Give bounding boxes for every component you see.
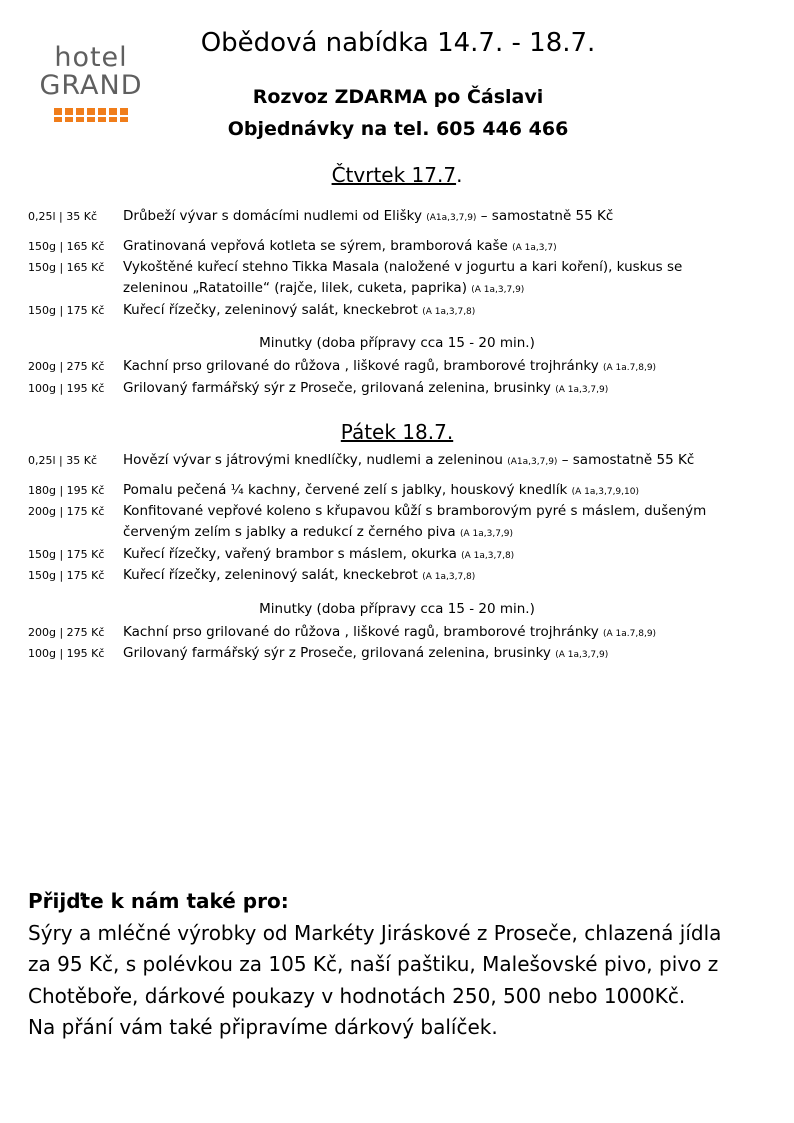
page-title: Obědová nabídka 14.7. - 18.7. [200,28,596,58]
logo-dots-icon [36,108,146,115]
promo-line: za 95 Kč, s polévkou za 105 Kč, naší paštiku, Malešovské pivo, pivo z [28,952,719,976]
promo-section [28,886,768,1044]
item-text: Kuřecí řízečky, zeleninový salát, kneckebrot (A 1a,3,7,8) [123,567,476,583]
item-price: 150g | 175 Kč [28,569,105,582]
item-price: 150g | 175 Kč [28,304,105,317]
item-text: Kuřecí řízečky, vařený brambor s máslem, okurka (A 1a,3,7,8) [123,546,515,562]
minutky-heading: Minutky (doba přípravy cca 15 - 20 min.) [259,335,535,351]
item-price: 100g | 195 Kč [28,382,105,395]
item-price: 200g | 175 Kč [28,505,105,518]
item-price: 180g | 195 Kč [28,484,105,497]
day-heading-friday-label: Pátek 18.7. [340,420,454,444]
day-heading-friday [0,420,794,444]
item-text: Pomalu pečená ¼ kachny, červené zelí s jablky, houskový knedlík (A 1a,3,7,9,10) [123,482,639,498]
promo-line: Chotěboře, dárkové poukazy v hodnotách 250, 500 nebo 1000Kč. [28,983,686,1008]
item-price: 150g | 175 Kč [28,548,105,561]
minutky-heading: Minutky (doba přípravy cca 15 - 20 min.) [259,601,535,617]
order-phone: Objednávky na tel. 605 446 466 [227,118,569,140]
item-price: 200g | 275 Kč [28,626,105,639]
item-text: Grilovaný farmářský sýr z Proseče, grilovaná zelenina, brusinky (A 1a,3,7,9) [123,645,609,661]
item-text: Drůbeží vývar s domácími nudlemi od Elišky (A1a,3,7,9) – samostatně 55 Kč [123,208,614,224]
item-price: 0,25l | 35 Kč [28,454,98,467]
delivery-note: Rozvoz ZDARMA po Čáslavi [252,86,544,108]
item-text: Vykoštěné kuřecí stehno Tikka Masala (naložené v jogurtu a kari koření), kuskus se zeleninou „Ratatoille“ (rajče, lilek, cuketa, paprika) (A 1a,3,7,9) [123,259,683,296]
item-price: 0,25l | 35 Kč [28,210,98,223]
promo-line: Na přání vám také připravíme dárkový balíček. [28,1015,498,1039]
item-price: 200g | 275 Kč [28,360,105,373]
item-price: 150g | 165 Kč [28,261,105,274]
item-price: 100g | 195 Kč [28,647,105,660]
logo-word-grand: GRAND [39,70,143,101]
item-text: Hovězí vývar s játrovými knedlíčky, nudlemi a zeleninou (A1a,3,7,9) – samostatně 55 Kč [123,452,695,468]
item-text: Grilovaný farmářský sýr z Proseče, grilovaná zelenina, brusinky (A 1a,3,7,9) [123,380,609,396]
logo-dots-lower-icon [36,117,146,122]
logo-word-hotel: hotel [54,42,128,73]
day-heading-thursday [0,163,794,187]
item-text: Kuřecí řízečky, zeleninový salát, kneckebrot (A 1a,3,7,8) [123,302,476,318]
promo-line: Sýry a mléčné výrobky od Markéty Jiráskové z Proseče, chlazená jídla [28,920,722,945]
item-price: 150g | 165 Kč [28,240,105,253]
promo-heading: Přijďte k nám také pro: [28,889,289,913]
day-heading-thursday-suffix: . [456,163,463,187]
item-text: Gratinovaná vepřová kotleta se sýrem, bramborová kaše (A 1a,3,7) [123,238,557,254]
day-heading-thursday-label: Čtvrtek 17.7 [331,163,457,187]
hotel-logo [36,44,146,122]
item-text: Konfitované vepřové koleno s křupavou kůží s bramborovým pyré s máslem, dušeným červeným zelím s jablky a redukcí z černého piva (A 1a,3,7,9) [123,503,707,540]
item-text: Kachní prso grilované do růžova , liškové ragů, bramborové trojhránky (A 1a.7,8,9) [123,358,657,374]
item-text: Kachní prso grilované do růžova , liškové ragů, bramborové trojhránky (A 1a.7,8,9) [123,624,657,640]
